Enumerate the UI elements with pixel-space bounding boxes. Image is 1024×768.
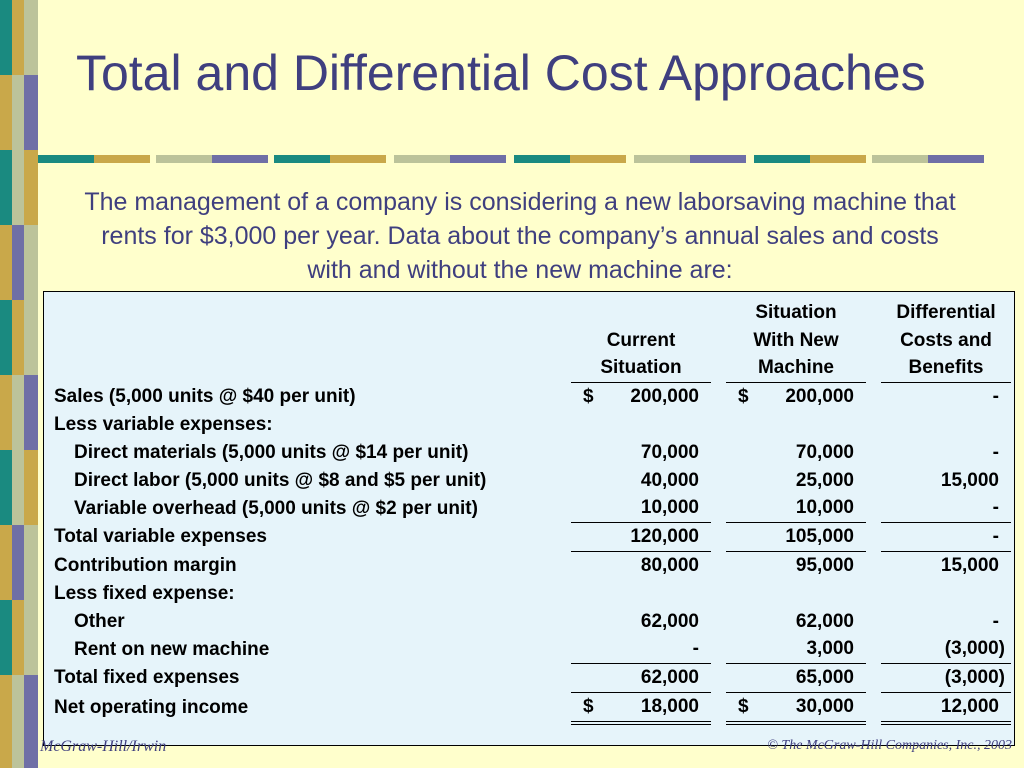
cell-value: 15,000 (940, 469, 999, 491)
cell-new (726, 495, 866, 523)
cell-current (571, 383, 711, 411)
footer-publisher: McGraw-Hill/Irwin (40, 738, 167, 755)
cell-diff (881, 580, 1011, 608)
cell-diff (881, 383, 1011, 411)
cost-table-box (43, 291, 1015, 746)
cell-current (571, 693, 711, 723)
row-label: Total variable expenses (54, 526, 267, 548)
cell-new (726, 693, 866, 723)
header-new-1: Situation (755, 301, 837, 323)
cell-value: (3,000) (944, 638, 1005, 660)
intro-paragraph: The management of a company is considering a new laborsaving machine that rents for $3,000 per year. Data about the company’s annual sales and costs with and without the new machine are: (84, 188, 956, 284)
dollar-sign: $ (583, 696, 594, 718)
cell-value: 80,000 (640, 555, 699, 577)
cell-new (726, 664, 866, 693)
cell-value: - (692, 638, 699, 660)
row-label: Less variable expenses: (54, 414, 273, 436)
cell-current (571, 664, 711, 693)
cell-value: 25,000 (795, 469, 854, 491)
header-current-3: Situation (571, 355, 711, 383)
cell-value: 3,000 (806, 638, 854, 660)
row-label: Contribution margin (54, 554, 237, 576)
cell-diff (881, 495, 1011, 523)
row-label: Direct labor (5,000 units @ $8 and $5 per unit) (74, 469, 487, 491)
footer-copyright: © The McGraw-Hill Companies, Inc., 2003 (767, 738, 1012, 753)
cell-diff (881, 693, 1011, 723)
cell-new (726, 411, 866, 439)
table-row (54, 608, 1011, 636)
header-row (54, 355, 1011, 383)
cell-value: 10,000 (640, 497, 699, 519)
cell-value: 10,000 (795, 497, 854, 519)
cell-new (726, 523, 866, 552)
cell-new (726, 580, 866, 608)
cell-current (571, 552, 711, 580)
cell-new (726, 467, 866, 495)
cell-value: 95,000 (795, 555, 854, 577)
cell-new (726, 439, 866, 467)
cell-value: 105,000 (785, 526, 854, 548)
cell-diff (881, 411, 1011, 439)
table-row (54, 467, 1011, 495)
slide-title: Total and Differential Cost Approaches (76, 45, 926, 101)
header-current-1 (571, 299, 711, 327)
cell-current (571, 608, 711, 636)
table-row (54, 523, 1011, 552)
cell-value: - (992, 526, 999, 548)
cell-value: - (992, 497, 999, 519)
dollar-sign: $ (738, 386, 749, 408)
header-new-2: With New (753, 329, 839, 351)
header-current-2: Current (606, 329, 676, 351)
cell-current (571, 411, 711, 439)
table-row (54, 495, 1011, 523)
header-diff-3: Benefits (881, 355, 1011, 383)
cell-value: 120,000 (630, 526, 699, 548)
cell-diff (881, 636, 1011, 664)
row-label: Net operating income (54, 696, 249, 718)
row-label: Total fixed expenses (54, 667, 240, 689)
cell-diff (881, 608, 1011, 636)
cell-diff (881, 523, 1011, 552)
cell-current (571, 495, 711, 523)
row-label: Other (74, 610, 125, 632)
table-row (54, 383, 1011, 411)
cell-new (726, 552, 866, 580)
cell-new (726, 608, 866, 636)
cell-current (571, 467, 711, 495)
cost-comparison-table (54, 299, 1011, 725)
cell-value: 200,000 (785, 386, 854, 408)
row-label: Variable overhead (5,000 units @ $2 per unit) (74, 497, 478, 519)
cell-value: 62,000 (640, 610, 699, 632)
cell-value: 70,000 (640, 441, 699, 463)
cell-value: 62,000 (795, 610, 854, 632)
cell-value: (3,000) (944, 667, 1005, 689)
cell-diff (881, 664, 1011, 693)
table-row (54, 693, 1011, 723)
cell-current (571, 636, 711, 664)
cell-value: 65,000 (795, 667, 854, 689)
cell-value: 12,000 (940, 696, 999, 718)
table-row (54, 552, 1011, 580)
cell-value: - (992, 386, 999, 408)
row-label: Direct materials (5,000 units @ $14 per unit) (74, 441, 469, 463)
cell-value: - (992, 441, 999, 463)
header-new-3: Machine (726, 355, 866, 383)
cell-value: - (992, 610, 999, 632)
table-row (54, 580, 1011, 608)
cell-value: 30,000 (795, 696, 854, 718)
header-row (54, 299, 1011, 327)
cell-value: 200,000 (630, 386, 699, 408)
row-label: Less fixed expense: (54, 582, 235, 604)
row-label: Sales (5,000 units @ $40 per unit) (54, 386, 356, 408)
cell-diff (881, 439, 1011, 467)
cell-current (571, 523, 711, 552)
cell-diff (881, 552, 1011, 580)
cell-value: 62,000 (640, 667, 699, 689)
header-diff-1: Differential (896, 301, 996, 323)
table-row (54, 411, 1011, 439)
header-row (54, 327, 1011, 355)
cell-value: 40,000 (640, 469, 699, 491)
cell-value: 70,000 (795, 441, 854, 463)
row-label: Rent on new machine (74, 638, 270, 660)
cell-value: 18,000 (640, 696, 699, 718)
dollar-sign: $ (738, 696, 749, 718)
cell-current (571, 580, 711, 608)
table-row (54, 636, 1011, 664)
cell-new (726, 383, 866, 411)
table-row (54, 439, 1011, 467)
table-row (54, 664, 1011, 693)
cell-new (726, 636, 866, 664)
cell-value: 15,000 (940, 555, 999, 577)
cell-current (571, 439, 711, 467)
dollar-sign: $ (583, 386, 594, 408)
decorative-stripe (0, 0, 38, 768)
cell-diff (881, 467, 1011, 495)
header-diff-2: Costs and (900, 329, 992, 351)
